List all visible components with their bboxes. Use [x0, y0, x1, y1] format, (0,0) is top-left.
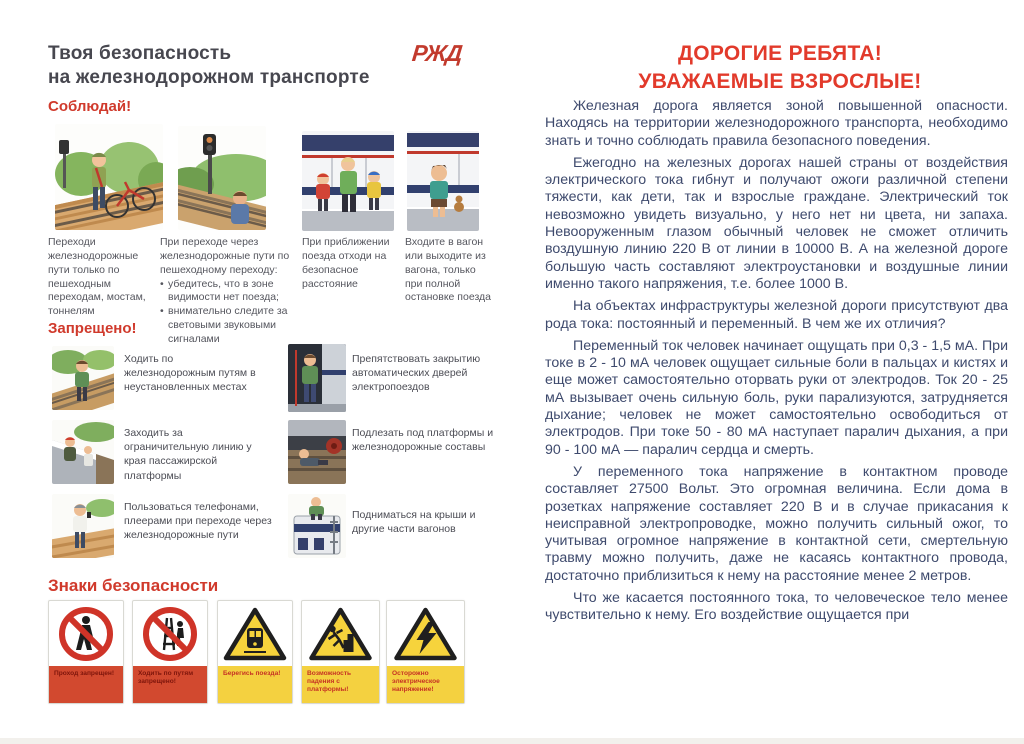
high-voltage-warning-icon	[387, 601, 464, 664]
forbidden-left-text-3: Пользоваться телефонами, плеерами при переходе через железнодорожные пути	[124, 501, 272, 542]
signal-lookout-illustration	[178, 126, 266, 230]
letter-title-line1: ДОРОГИЕ РЕБЯТА!	[677, 42, 883, 65]
poster-title-line2: на железнодорожном транспорте	[48, 67, 370, 89]
phone-crossing-illustration	[52, 494, 114, 558]
bike-crossing-illustration	[55, 124, 163, 230]
forbidden-right-text-3: Подниматься на крыши и другие части вагонов	[352, 509, 476, 536]
follow-caption-3: При приближении поезда отходи на безопасное расстояние	[302, 236, 390, 290]
boy-boarding-illustration	[407, 131, 479, 231]
poster-title-line1: Твоя безопасность	[48, 43, 232, 64]
follow-caption-2-intro: При переходе через железнодорожные пути по пешеходному переходу:	[160, 236, 290, 276]
forbidden-right-text-2: Подлезать под платформы и железнодорожные составы	[352, 427, 494, 454]
walking-on-tracks-illustration	[52, 346, 114, 410]
letter-paragraph: Переменный ток человек начинает ощущать при 0,3 - 1,5 мА. При токе в 2 - 10 мА человек ощущает сильные боли в пальцах и кистях и еще может самостоятельно оторвать руки от электродов. Ток 20 - 25 мА вызывает очень сильную боль, руки парализуются, затрудняется дыхание; человек не может самостоятельно освободиться от электродов. При токе 50 - 80 мА наступает паралич дыхания, а при 90 - 100 мА — паралич сердца и смерть.	[545, 337, 1008, 458]
scan-page-edge	[0, 738, 1024, 744]
sign-label: Проход запрещен!	[49, 666, 123, 703]
sign-label: Берегись поезда!	[218, 666, 292, 703]
sign-label: Осторожно электрическое напряжение!	[387, 666, 464, 703]
platform-edge-illustration	[52, 420, 114, 484]
sign-electric-voltage	[386, 600, 465, 704]
sign-label: Возможность падения с платформы!	[302, 666, 379, 703]
rzd-logo-icon: РЖД	[410, 40, 463, 66]
forbidden-left-text-1: Ходить по железнодорожным путям в неустановленных местах	[124, 353, 256, 394]
letter-body	[545, 98, 1008, 630]
sign-no-passage	[48, 600, 124, 704]
follow-caption-2-bullet-2: • внимательно следите за световыми звуковыми сигналами	[160, 305, 298, 347]
sign-beware-of-train	[217, 600, 293, 704]
sign-label: Ходить по путям запрещено!	[133, 666, 207, 703]
no-pedestrian-icon	[49, 601, 123, 664]
letter-paragraph: Железная дорога является зоной повышенной опасности. Находясь на территории железнодорожного транспорта, необходимо знать и точно соблюдать правила безопасного поведения.	[545, 98, 1008, 149]
follow-section-heading: Соблюдай!	[48, 98, 132, 115]
sign-no-walking-on-tracks	[132, 600, 208, 704]
signs-section-heading: Знаки безопасности	[48, 576, 219, 595]
family-near-train-illustration	[302, 131, 394, 231]
letter-paragraph: Что же касается постоянного тока, то человеческое тело менее чувствительно к нему. Его воздействие ощущается при	[545, 590, 1008, 624]
poster-title	[48, 42, 408, 91]
letter-paragraph: На объектах инфраструктуры железной дороги присутствуют два рода тока: постоянный и переменный. В чем же их отличия?	[545, 298, 1008, 332]
door-blocking-illustration	[288, 344, 346, 412]
follow-caption-1: Переходи железнодорожные пути только по пешеходным переходам, мостам, тоннелям	[48, 236, 146, 318]
letter-paragraph: У переменного тока напряжение в контактном проводе составляет 27500 Вольт. Это огромная величина. Если дома в розетках напряжение составляет 220 В и в случае прикасания к неисправной электропроводке, можно получить сильный ожог, то учитывая огромное напряжение в контактной сети, смертельную травму можно получить, даже не касаясь контактного провода, достаточно приблизиться к нему на расстояние менее 2 метров.	[545, 463, 1008, 584]
no-walking-on-tracks-icon	[133, 601, 207, 664]
roof-climbing-illustration	[288, 494, 346, 558]
under-platform-illustration	[288, 420, 346, 484]
follow-caption-2	[160, 236, 298, 347]
fall-from-platform-warning-icon	[302, 601, 379, 664]
follow-caption-2-bullet-1: • убедитесь, что в зоне видимости нет поезда;	[160, 278, 298, 306]
forbidden-section-heading: Запрещено!	[48, 320, 137, 337]
forbidden-left-text-2: Заходить за ограничительную линию у края пассажирской платформы	[124, 427, 252, 482]
train-warning-icon	[218, 601, 292, 664]
sign-fall-from-platform	[301, 600, 380, 704]
letter-paragraph: Ежегодно на железных дорогах нашей страны от воздействия электрического тока гибнут и получают ожоги различной степени тяжести, как дети, так и взрослые граждане. Электрический ток невозможно увидеть визуально, у него нет ни цвета, ни запаха. Невооруженным глазом обычный человек не сможет отличить воздушную линию 220 В от линии в 10000 В. А на железной дороге большую часть составляют электроустановки и воздушные линии именно такого напряжения, т.е. более 1000 В.	[545, 154, 1008, 292]
letter-title-line2: УВАЖАЕМЫЕ ВЗРОСЛЫЕ!	[638, 69, 922, 93]
forbidden-right-text-1: Препятствовать закрытию автоматических дверей электропоездов	[352, 353, 481, 394]
follow-caption-4: Входите в вагон или выходите из вагона, только при полной остановке поезда	[405, 236, 491, 304]
letter-title	[555, 40, 1005, 95]
